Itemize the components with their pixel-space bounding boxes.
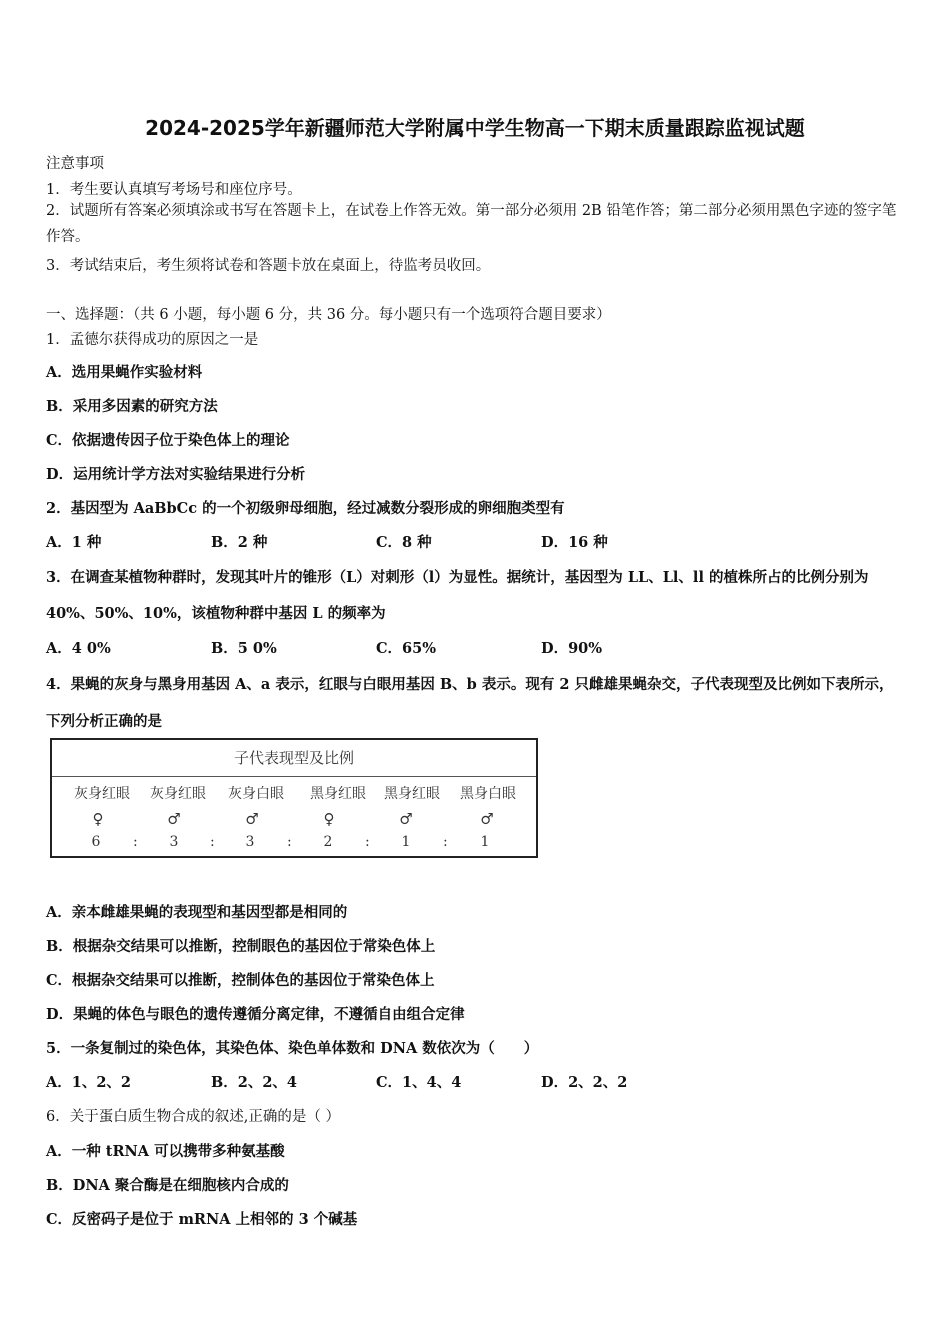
table-header: 黑身红眼	[310, 786, 366, 802]
q3-option-a: A．4 0%	[46, 640, 111, 657]
offspring-table: 子代表现型及比例 灰身红眼 灰身红眼 灰身白眼 黑身红眼 黑身红眼 黑身白眼 ♀ ♂ ♂ ♀ ♂ ♂ 6 : 3 : 3 : 2 : 1 : 1	[50, 738, 538, 858]
notice-item-3: 3．考试结束后，考生须将试卷和答题卡放在桌面上，待监考员收回。	[46, 258, 491, 274]
q5-option-a: A．1、2、2	[46, 1074, 132, 1091]
notice-item-1: 1．考生要认真填写考场号和座位序号。	[46, 182, 302, 198]
male-symbol: ♂	[399, 810, 413, 828]
table-ratio: 1	[480, 834, 490, 850]
q4-option-a: A．亲本雌雄果蝇的表现型和基因型都是相同的	[46, 904, 348, 921]
q6-option-a: A．一种 tRNA 可以携带多种氨基酸	[46, 1143, 285, 1160]
q2-stem: 2．基因型为 AaBbCc 的一个初级卵母细胞，经过减数分裂形成的卵细胞类型有	[46, 500, 565, 517]
q4-option-b: B．根据杂交结果可以推断，控制眼色的基因位于常染色体上	[46, 938, 436, 955]
q5-option-b: B．2、2、4	[211, 1074, 298, 1091]
q3-option-b: B．5 0%	[211, 640, 277, 657]
male-symbol: ♂	[167, 810, 181, 828]
male-symbol: ♂	[480, 810, 494, 828]
q3-option-d: D．90%	[541, 640, 603, 657]
notice-item-2: 2．试题所有答案必须填涂或书写在答题卡上，在试卷上作答无效。第一部分必须用 2B 铅笔作答；第二部分必须用黑色字迹的签字笔作答。	[46, 203, 897, 245]
q4-stem: 4．果蝇的灰身与黑身用基因 A、a 表示，红眼与白眼用基因 B、b 表示。现有 2 只雌雄果蝇杂交，子代表现型及比例如下表所示，下列分析正确的是	[46, 676, 894, 730]
male-symbol: ♂	[245, 810, 259, 828]
table-header: 黑身红眼	[384, 786, 440, 802]
section-heading: 一、选择题：（共 6 小题，每小题 6 分，共 36 分。每小题只有一个选项符合题目要求）	[46, 307, 611, 323]
q1-stem: 1．孟德尔获得成功的原因之一是	[46, 332, 259, 348]
q5-option-c: C．1、4、4	[376, 1074, 462, 1091]
table-header: 灰身白眼	[228, 786, 284, 802]
q1-option-b: B．采用多因素的研究方法	[46, 398, 218, 415]
table-ratio: 2	[323, 834, 333, 850]
notice-heading: 注意事项	[46, 156, 104, 172]
q6-option-c: C．反密码子是位于 mRNA 上相邻的 3 个碱基	[46, 1211, 358, 1228]
q4-option-c: C．根据杂交结果可以推断，控制体色的基因位于常染色体上	[46, 972, 435, 989]
q6-option-b: B．DNA 聚合酶是在细胞核内合成的	[46, 1177, 289, 1194]
page-title: 2024-2025学年新疆师范大学附属中学生物高一下期末质量跟踪监视试题	[145, 116, 805, 140]
female-symbol: ♀	[92, 810, 104, 828]
q2-option-d: D．16 种	[541, 534, 608, 551]
q2-option-b: B．2 种	[211, 534, 268, 551]
q3-stem: 3．在调查某植物种群时，发现其叶片的锥形（L）对刺形（l）为显性。据统计，基因型为 LL、Ll、ll 的植株所占的比例分别为 40%、50%、10%，该植物种群中基因 L 的频率为	[46, 569, 869, 622]
q5-stem: 5．一条复制过的染色体，其染色体、染色单体数和 DNA 数依次为（ ）	[46, 1040, 539, 1057]
q5-option-d: D．2、2、2	[541, 1074, 628, 1091]
table-ratio: 1	[401, 834, 411, 850]
female-symbol: ♀	[323, 810, 335, 828]
table-header: 灰身红眼	[150, 786, 206, 802]
q4-option-d: D．果蝇的体色与眼色的遗传遵循分离定律，不遵循自由组合定律	[46, 1006, 465, 1023]
table-title: 子代表现型及比例	[52, 740, 536, 777]
q1-option-d: D．运用统计学方法对实验结果进行分析	[46, 466, 306, 483]
q6-stem: 6．关于蛋白质生物合成的叙述,正确的是（ ）	[46, 1109, 340, 1125]
q1-option-c: C．依据遗传因子位于染色体上的理论	[46, 432, 290, 449]
table-ratio: 3	[245, 834, 255, 850]
q2-option-c: C．8 种	[376, 534, 432, 551]
q3-option-c: C．65%	[376, 640, 436, 657]
q2-option-a: A．1 种	[46, 534, 102, 551]
table-ratio: 3	[169, 834, 179, 850]
table-header: 灰身红眼	[74, 786, 130, 802]
q1-option-a: A．选用果蝇作实验材料	[46, 364, 203, 381]
table-ratio: 6	[91, 834, 101, 850]
table-header: 黑身白眼	[460, 786, 516, 802]
